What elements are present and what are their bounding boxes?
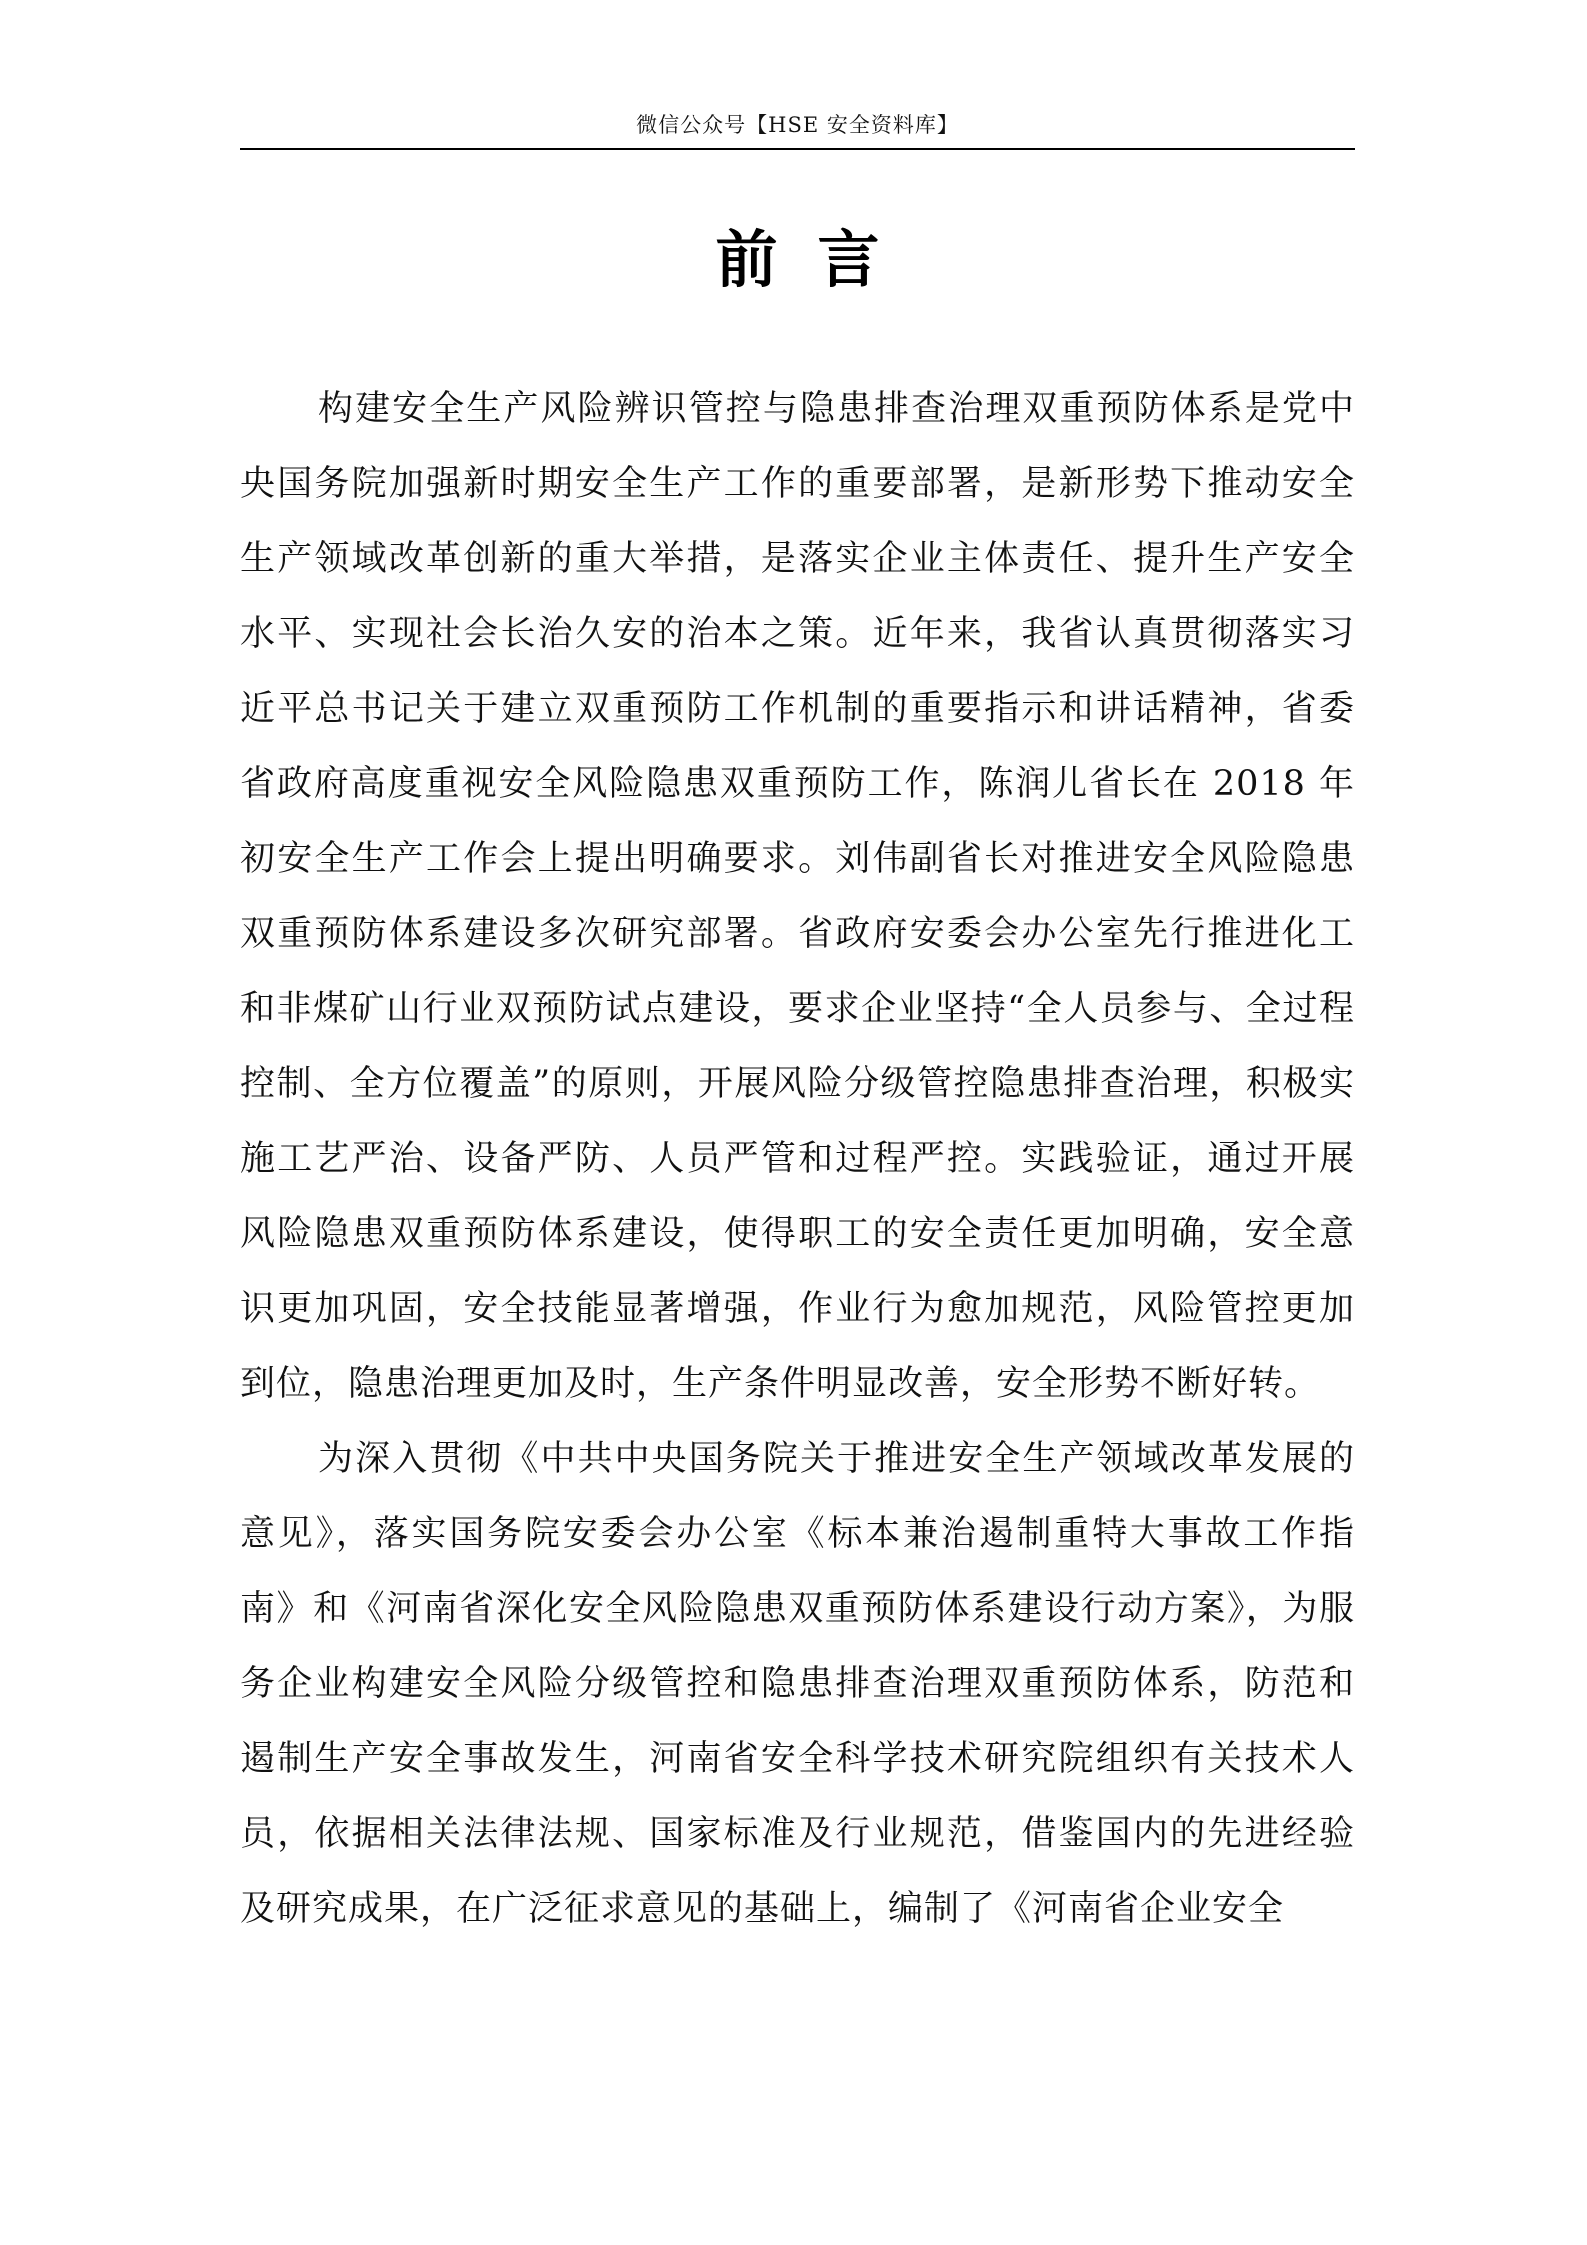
header-divider: [240, 148, 1355, 150]
body-text: [240, 372, 1355, 1947]
page-header: 微信公众号【HSE 安全资料库】: [636, 113, 959, 137]
page-title: 前言: [715, 223, 920, 296]
paragraph-2: 为深入贯彻《中共中央国务院关于推进安全生产领域改革发展的意见》，落实国务院安委会办公室《标本兼治遏制重特大事故工作指南》和《河南省深化安全风险隐患双重预防体系建设行动方案》，为服务企业构建安全风险分级管控和隐患排查治理双重预防体系，防范和遏制生产安全事故发生，河南省安全科学技术研究院组织有关技术人员，依据相关法律法规、国家标准及行业规范，借鉴国内的先进经验及研究成果，在广泛征求意见的基础上，编制了《河南省企业安全: [240, 1439, 1355, 1929]
paragraph-1: 构建安全生产风险辨识管控与隐患排查治理双重预防体系是党中央国务院加强新时期安全生产工作的重要部署，是新形势下推动安全生产领域改革创新的重大举措，是落实企业主体责任、提升生产安全水平、实现社会长治久安的治本之策。近年来，我省认真贯彻落实习近平总书记关于建立双重预防工作机制的重要指示和讲话精神，省委省政府高度重视安全风险隐患双重预防工作，陈润儿省长在 2018 年初安全生产工作会上提出明确要求。刘伟副省长对推进安全风险隐患双重预防体系建设多次研究部署。省政府安委会办公室先行推进化工和非煤矿山行业双预防试点建设，要求企业坚持“全人员参与、全过程控制、全方位覆盖”的原则，开展风险分级管控隐患排查治理，积极实施工艺严治、设备严防、人员严管和过程严控。实践验证，通过开展风险隐患双重预防体系建设，使得职工的安全责任更加明确，安全意识更加巩固，安全技能显著增强，作业行为愈加规范，风险管控更加到位，隐患治理更加及时，生产条件明显改善，安全形势不断好转。: [240, 389, 1355, 1404]
